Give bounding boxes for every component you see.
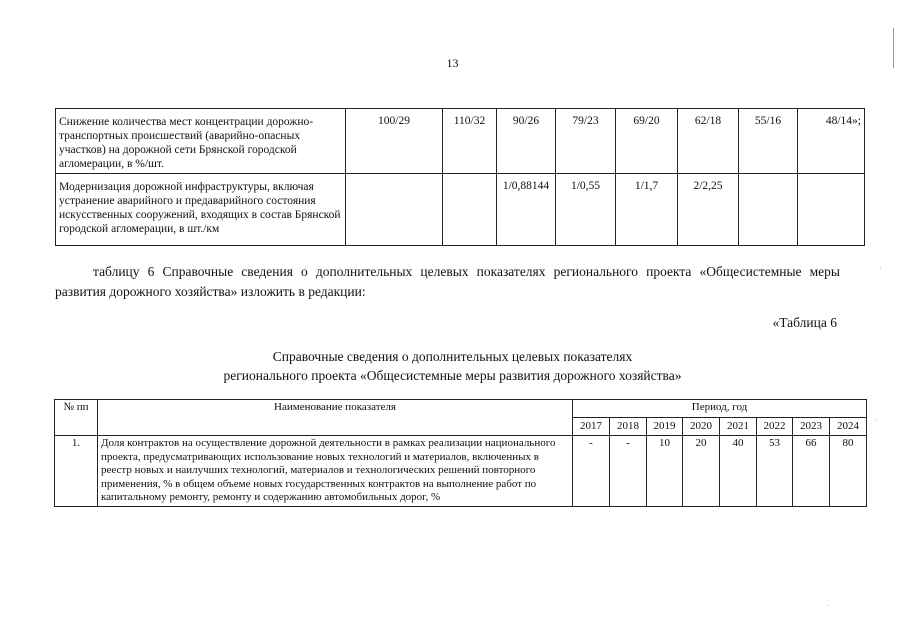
- indicator-value: 90/26: [497, 109, 556, 174]
- year-header: 2021: [720, 418, 757, 436]
- year-header: 2017: [573, 418, 610, 436]
- indicator-value: 1/1,7: [616, 174, 678, 246]
- column-header-num: № пп: [55, 400, 98, 436]
- indicator-value: 1/0,55: [556, 174, 616, 246]
- scan-edge-line: [893, 28, 894, 68]
- indicator-value: [443, 174, 497, 246]
- indicator-value: 66: [793, 436, 830, 507]
- indicator-value: 48/14»;: [798, 109, 865, 174]
- year-header: 2024: [830, 418, 867, 436]
- table-header-row: [55, 400, 867, 418]
- scan-speck: [828, 605, 829, 606]
- indicator-value: 53: [757, 436, 793, 507]
- indicator-value: 40: [720, 436, 757, 507]
- year-header: 2019: [647, 418, 683, 436]
- column-header-period: Период, год: [573, 400, 867, 418]
- page-number: 13: [446, 56, 459, 70]
- caption-line: Справочные сведения о дополнительных целевых показателях: [272, 349, 633, 364]
- scan-speck: [880, 268, 881, 269]
- indicator-value: [798, 174, 865, 246]
- indicator-value: 100/29: [346, 109, 443, 174]
- indicator-value: [346, 174, 443, 246]
- year-header: 2020: [683, 418, 720, 436]
- table-label: «Таблица 6: [772, 315, 837, 330]
- scan-speck: [876, 420, 877, 421]
- indicator-value: 69/20: [616, 109, 678, 174]
- column-header-name: Наименование показателя: [98, 400, 573, 436]
- indicator-value: [739, 174, 798, 246]
- table-row: [56, 109, 865, 174]
- table-row: [56, 174, 865, 246]
- indicator-name: Доля контрактов на осуществление дорожной деятельности в рамках реализации национального проекта, предусматривающих использование новых технологий и материалов, включенных в реестр новых и наилучших технологий, материалов и технологических решений повторного применения, % в общем объеме новых государственных контрактов на выполнение работ по капитальному ремонту, ремонту и содержанию автомобильных дорог, %: [98, 436, 573, 507]
- indicator-value: 80: [830, 436, 867, 507]
- table-6: [54, 399, 867, 507]
- indicator-value: 55/16: [739, 109, 798, 174]
- indicator-value: 62/18: [678, 109, 739, 174]
- body-paragraph: таблицу 6 Справочные сведения о дополнительных целевых показателях регионального проекта «Общесистемные меры развития дорожного хозяйства» изложить в редакции:: [55, 264, 840, 299]
- row-number: 1.: [55, 436, 98, 507]
- indicators-table-continued: [55, 108, 865, 246]
- table-row: [55, 436, 867, 507]
- indicator-value: 2/2,25: [678, 174, 739, 246]
- indicator-value: 10: [647, 436, 683, 507]
- indicator-value: 20: [683, 436, 720, 507]
- indicator-name: Снижение количества мест концентрации дорожно-транспортных происшествий (аварийно-опасных участков) на дорожной сети Брянской городской агломерации, в %/шт.: [56, 109, 346, 174]
- year-header: 2023: [793, 418, 830, 436]
- indicator-value: -: [573, 436, 610, 507]
- year-header: 2018: [610, 418, 647, 436]
- year-header: 2022: [757, 418, 793, 436]
- indicator-name: Модернизация дорожной инфраструктуры, включая устранение аварийного и предаварийного состояния искусственных сооружений, входящих в состав Брянской городской агломерации, в шт./км: [56, 174, 346, 246]
- caption-line: регионального проекта «Общесистемные меры развития дорожного хозяйства»: [223, 368, 682, 383]
- indicator-value: -: [610, 436, 647, 507]
- indicator-value: 1/0,88144: [497, 174, 556, 246]
- indicator-value: 79/23: [556, 109, 616, 174]
- table-caption: [0, 347, 905, 385]
- indicator-value: 110/32: [443, 109, 497, 174]
